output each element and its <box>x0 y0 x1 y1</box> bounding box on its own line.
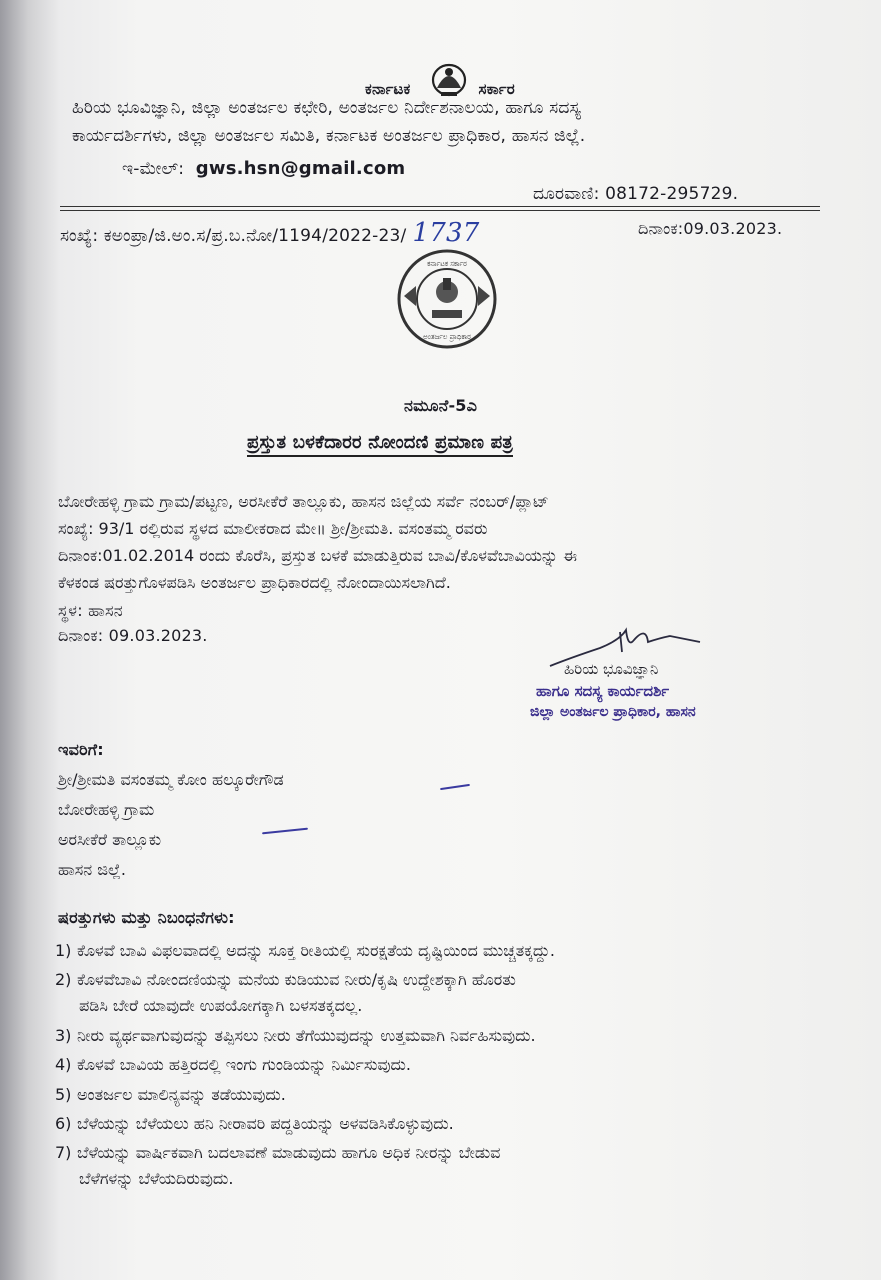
pen-mark <box>440 784 470 790</box>
office-line-2: ಕಾರ್ಯದರ್ಶಿಗಳು, ಜಿಲ್ಲಾ ಅಂತರ್ಜಲ ಸಮಿತಿ, ಕರ್ನಾಟಕ ಅಂತರ್ಜಲ ಪ್ರಾಧಿಕಾರ, ಹಾಸನ ಜಿಲ್ಲೆ. <box>72 126 586 146</box>
terms-heading: ಷರತ್ತುಗಳು ಮತ್ತು ನಿಬಂಧನೆಗಳು: <box>58 908 235 927</box>
term-number: 3) <box>55 1026 72 1045</box>
body-line-4: ಕೆಳಕಂಡ ಷರತ್ತುಗೊಳಪಡಿಸಿ ಅಂತರ್ಜಲ ಪ್ರಾಧಿಕಾರದಲ್ಲಿ ನೋಂದಾಯಿಸಲಾಗಿದೆ. <box>58 573 451 592</box>
term-number: 1) <box>55 941 72 960</box>
term-text: ಕೊಳವೆ ಬಾವಿಯ ಹತ್ತಿರದಲ್ಲಿ ಇಂಗು ಗುಂಡಿಯನ್ನು ನಿರ್ಮಿಸುವುದು. <box>77 1055 411 1074</box>
logo-text-bottom: ಅಂತರ್ಜಲ ಪ್ರಾಧಿಕಾರ <box>423 333 471 341</box>
term-number: 7) <box>55 1143 72 1162</box>
term-text: ಅಂತರ್ಜಲ ಮಾಲಿನ್ಯವನ್ನು ತಡೆಯುವುದು. <box>77 1085 286 1104</box>
email-label: ಇ-ಮೇಲ್: <box>122 159 185 179</box>
term-number: 6) <box>55 1114 72 1133</box>
recipient-label: ಇವರಿಗೆ: <box>58 740 104 759</box>
pen-mark <box>262 828 308 835</box>
recipient-line-3: ಅರಸೀಕೆರೆ ತಾಲ್ಲೂಕು <box>58 830 162 849</box>
certificate-title <box>247 432 513 453</box>
form-number: ನಮೂನೆ-5ಎ <box>404 396 478 415</box>
phone-number: ದೂರವಾಣಿ: 08172-295729. <box>533 184 739 204</box>
term-text: ಬೆಳೆಯನ್ನು ವಾರ್ಷಿಕವಾಗಿ ಬದಲಾವಣೆ ಮಾಡುವುದು ಹಾಗೂ ಅಧಿಕ ನೀರನ್ನು ಬೇಡುವ <box>77 1143 501 1162</box>
term-text: ಕೊಳವೆ ಬಾವಿ ವಿಫಲವಾದಲ್ಲಿ ಅದನ್ನು ಸೂಕ್ತ ರೀತಿಯಲ್ಲಿ ಸುರಕ್ಷತೆಯ ದೃಷ್ಟಿಯಿಂದ ಮುಚ್ಚತಕ್ಕದ್ದು. <box>77 941 555 960</box>
certificate-title-text: ಪ್ರಸ್ತುತ ಬಳಕೆದಾರರ ನೋಂದಣಿ ಪ್ರಮಾಣ ಪತ್ರ <box>247 432 513 457</box>
term-text-continued: ಪಡಿಸಿ ಬೇರೆ ಯಾವುದೇ ಉಪಯೋಗಕ್ಕಾಗಿ ಬಳಸತಕ್ಕದಲ್ಲ. <box>79 996 363 1015</box>
term-item-6 <box>55 1111 835 1137</box>
term-number: 2) <box>55 970 72 989</box>
body-line-1: ಬೋರೇಹಳ್ಳಿ ಗ್ರಾಮ ಗ್ರಾಮ/ಪಟ್ಟಣ, ಅರಸೀಕೆರೆ ತಾಲ್ಲೂಕು, ಹಾಸನ ಜಿಲ್ಲೆಯ ಸರ್ವೆ ನಂಬರ್/ಪ್ಲಾಟ್ <box>58 492 549 511</box>
recipient-line-1: ಶ್ರೀ/ಶ್ರೀಮತಿ ವಸಂತಮ್ಮ ಕೋಂ ಹಲ್ಕೂರೇಗೌಡ <box>58 770 284 789</box>
body-line-3: ದಿನಾಂಕ:01.02.2014 ರಂದು ಕೊರೆಸಿ, ಪ್ರಸ್ತುತ ಬಳಕೆ ಮಾಡುತ್ತಿರುವ ಬಾವಿ/ಕೊಳವೆಬಾವಿಯನ್ನು ಈ <box>58 546 578 565</box>
term-text: ಬೆಳೆಯನ್ನು ಬೆಳೆಯಲು ಹನಿ ನೀರಾವರಿ ಪದ್ದತಿಯನ್ನು ಅಳವಡಿಸಿಕೊಳ್ಳುವುದು. <box>77 1114 454 1133</box>
term-item-2 <box>55 967 835 1019</box>
term-text: ನೀರು ವ್ಯರ್ಥವಾಗುವುದನ್ನು ತಪ್ಪಿಸಲು ನೀರು ತೆಗೆಯುವುದನ್ನು ಉತ್ತಮವಾಗಿ ನಿರ್ವಹಿಸುವುದು. <box>77 1026 536 1045</box>
term-item-1 <box>55 938 835 964</box>
term-text: ಕೊಳವೆಬಾವಿ ನೋಂದಣಿಯನ್ನು ಮನೆಯ ಕುಡಿಯುವ ನೀರು/ಕೃಷಿ ಉದ್ದೇಶಕ್ಕಾಗಿ ಹೊರತು <box>77 970 516 989</box>
certificate-body <box>58 488 813 596</box>
govt-left-text: ಕರ್ನಾಟಕ <box>365 80 411 98</box>
term-item-5 <box>55 1082 835 1108</box>
signatory-designation-1: ಹಿರಿಯ ಭೂವಿಜ್ಞಾನಿ <box>564 660 659 678</box>
office-line-1: ಹಿರಿಯ ಭೂವಿಜ್ಞಾನಿ, ಜಿಲ್ಲಾ ಅಂತರ್ಜಲ ಕಛೇರಿ, ಅಂತರ್ಜಲ ನಿರ್ದೇಶನಾಲಯ, ಹಾಗೂ ಸದಸ್ಯ <box>72 98 582 118</box>
email-address: gws.hsn@gmail.com <box>195 158 406 179</box>
header-divider-2 <box>60 210 820 211</box>
govt-right-text: ಸರ್ಕಾರ <box>478 80 515 98</box>
header-date: ದಿನಾಂಕ:09.03.2023. <box>638 219 783 238</box>
signatory-designation-2: ಹಾಗೂ ಸದಸ್ಯ ಕಾರ್ಯದರ್ಶಿ <box>536 682 670 700</box>
signatory-designation-3: ಜಿಲ್ಲಾ ಅಂತರ್ಜಲ ಪ್ರಾಧಿಕಾರ, ಹಾಸನ <box>530 704 696 720</box>
reference-text: ಸಂಖ್ಯೆ: ಕಅಂಪ್ರಾ/ಜಿ.ಅಂ.ಸ/ಪ್ರ.ಬ.ನೋ/1194/2022-23/ <box>60 226 407 246</box>
issue-date: ದಿನಾಂಕ: 09.03.2023. <box>58 626 208 645</box>
reference-number <box>60 218 479 248</box>
reference-handwritten: 1737 <box>412 218 480 248</box>
term-item-3 <box>55 1023 835 1049</box>
body-line-2: ಸಂಖ್ಯೆ: 93/1 ರಲ್ಲಿರುವ ಸ್ಥಳದ ಮಾಲೀಕರಾದ ಮೇ॥ ಶ್ರೀ/ಶ್ರೀಮತಿ. ವಸಂತಮ್ಮ ರವರು <box>58 519 488 538</box>
groundwater-authority-logo <box>396 248 498 350</box>
signature-block <box>500 618 830 748</box>
term-number: 5) <box>55 1085 72 1104</box>
term-number: 4) <box>55 1055 72 1074</box>
recipient-line-2: ಬೋರೇಹಳ್ಳಿ ಗ್ರಾಮ <box>58 800 155 819</box>
recipient-line-4: ಹಾಸನ ಜಿಲ್ಲೆ. <box>58 860 126 879</box>
email-row <box>122 158 405 179</box>
term-item-7 <box>55 1140 835 1192</box>
logo-text-top: ಕರ್ನಾಟಕ ಸರ್ಕಾರ <box>427 260 467 268</box>
header-divider <box>60 206 820 207</box>
place: ಸ್ಥಳ: ಹಾಸನ <box>58 601 123 620</box>
term-item-4 <box>55 1052 835 1078</box>
term-text-continued: ಬೆಳೆಗಳನ್ನು ಬೆಳೆಯದಿರುವುದು. <box>79 1169 234 1188</box>
government-heading <box>365 80 515 98</box>
